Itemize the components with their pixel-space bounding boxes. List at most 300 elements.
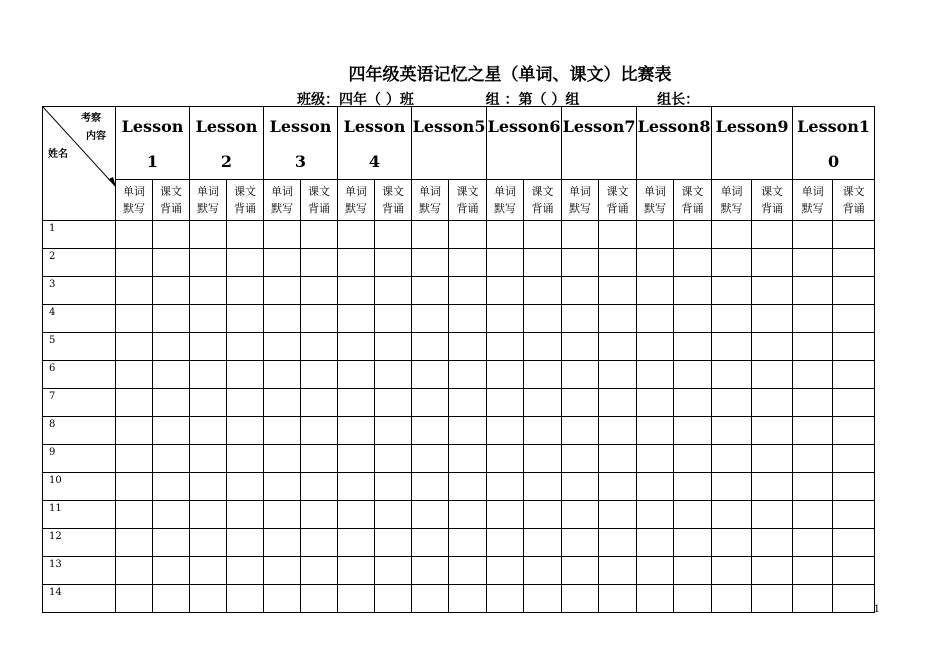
score-cell[interactable] <box>793 277 833 305</box>
score-cell[interactable] <box>637 389 674 417</box>
score-cell[interactable] <box>227 249 264 277</box>
score-cell[interactable] <box>412 333 449 361</box>
score-cell[interactable] <box>599 277 637 305</box>
score-cell[interactable] <box>524 557 562 585</box>
score-cell[interactable] <box>301 445 338 473</box>
score-cell[interactable] <box>637 501 674 529</box>
score-cell[interactable] <box>793 249 833 277</box>
score-cell[interactable] <box>487 305 524 333</box>
score-cell[interactable] <box>375 333 412 361</box>
score-cell[interactable] <box>833 221 875 249</box>
score-cell[interactable] <box>412 501 449 529</box>
score-cell[interactable] <box>674 557 712 585</box>
score-cell[interactable] <box>449 557 487 585</box>
score-cell[interactable] <box>833 529 875 557</box>
score-cell[interactable] <box>449 529 487 557</box>
score-cell[interactable] <box>264 389 301 417</box>
score-cell[interactable] <box>375 389 412 417</box>
score-cell[interactable] <box>487 585 524 613</box>
score-cell[interactable] <box>264 529 301 557</box>
score-cell[interactable] <box>301 501 338 529</box>
score-cell[interactable] <box>599 221 637 249</box>
score-cell[interactable] <box>116 445 153 473</box>
score-cell[interactable] <box>375 529 412 557</box>
score-cell[interactable] <box>412 417 449 445</box>
score-cell[interactable] <box>524 417 562 445</box>
score-cell[interactable] <box>264 221 301 249</box>
score-cell[interactable] <box>524 473 562 501</box>
score-cell[interactable] <box>833 445 875 473</box>
score-cell[interactable] <box>449 305 487 333</box>
score-cell[interactable] <box>793 501 833 529</box>
lesson-header: Lesson5 <box>412 107 487 180</box>
score-cell[interactable] <box>412 473 449 501</box>
score-cell[interactable] <box>637 473 674 501</box>
score-cell[interactable] <box>674 445 712 473</box>
score-cell[interactable] <box>524 529 562 557</box>
score-cell[interactable] <box>264 305 301 333</box>
score-cell[interactable] <box>227 473 264 501</box>
score-cell[interactable] <box>562 389 599 417</box>
score-cell[interactable] <box>153 361 190 389</box>
score-cell[interactable] <box>412 361 449 389</box>
score-cell[interactable] <box>153 417 190 445</box>
score-cell[interactable] <box>599 361 637 389</box>
score-cell[interactable] <box>190 585 227 613</box>
score-cell[interactable] <box>833 333 875 361</box>
score-cell[interactable] <box>562 221 599 249</box>
score-cell[interactable] <box>116 473 153 501</box>
score-cell[interactable] <box>375 557 412 585</box>
score-cell[interactable] <box>227 277 264 305</box>
table-row <box>43 305 875 333</box>
score-cell[interactable] <box>301 585 338 613</box>
score-cell[interactable] <box>833 389 875 417</box>
score-cell[interactable] <box>264 277 301 305</box>
score-cell[interactable] <box>562 585 599 613</box>
score-cell[interactable] <box>227 417 264 445</box>
score-cell[interactable] <box>674 529 712 557</box>
score-cell[interactable] <box>449 445 487 473</box>
score-cell[interactable] <box>338 501 375 529</box>
class-label: 班级：四年（ ）班 <box>297 92 414 108</box>
score-cell[interactable] <box>449 277 487 305</box>
score-cell[interactable] <box>190 445 227 473</box>
score-cell[interactable] <box>599 557 637 585</box>
score-cell[interactable] <box>562 249 599 277</box>
score-cell[interactable] <box>116 333 153 361</box>
score-cell[interactable] <box>153 501 190 529</box>
table-row <box>43 333 875 361</box>
score-cell[interactable] <box>116 305 153 333</box>
score-cell[interactable] <box>637 585 674 613</box>
score-cell[interactable] <box>301 333 338 361</box>
score-cell[interactable] <box>637 333 674 361</box>
score-cell[interactable] <box>752 473 793 501</box>
score-cell[interactable] <box>562 501 599 529</box>
score-cell[interactable] <box>562 305 599 333</box>
score-cell[interactable] <box>227 221 264 249</box>
score-cell[interactable] <box>487 417 524 445</box>
score-cell[interactable] <box>190 221 227 249</box>
score-cell[interactable] <box>674 305 712 333</box>
score-cell[interactable] <box>752 501 793 529</box>
score-cell[interactable] <box>562 277 599 305</box>
score-cell[interactable] <box>412 557 449 585</box>
score-cell[interactable] <box>227 333 264 361</box>
score-cell[interactable] <box>153 277 190 305</box>
score-cell[interactable] <box>116 277 153 305</box>
score-cell[interactable] <box>793 361 833 389</box>
score-cell[interactable] <box>674 389 712 417</box>
score-cell[interactable] <box>599 417 637 445</box>
score-cell[interactable] <box>227 389 264 417</box>
score-cell[interactable] <box>793 557 833 585</box>
score-cell[interactable] <box>116 361 153 389</box>
score-cell[interactable] <box>375 473 412 501</box>
score-cell[interactable] <box>712 473 752 501</box>
score-cell[interactable] <box>116 557 153 585</box>
score-cell[interactable] <box>752 361 793 389</box>
score-table <box>42 106 875 613</box>
score-cell[interactable] <box>487 361 524 389</box>
score-cell[interactable] <box>793 417 833 445</box>
score-cell[interactable] <box>338 361 375 389</box>
score-cell[interactable] <box>752 249 793 277</box>
score-cell[interactable] <box>487 473 524 501</box>
score-cell[interactable] <box>264 417 301 445</box>
score-cell[interactable] <box>524 445 562 473</box>
score-cell[interactable] <box>116 221 153 249</box>
score-cell[interactable] <box>487 529 524 557</box>
score-cell[interactable] <box>301 221 338 249</box>
score-cell[interactable] <box>524 501 562 529</box>
score-cell[interactable] <box>338 473 375 501</box>
score-cell[interactable] <box>599 501 637 529</box>
score-cell[interactable] <box>562 557 599 585</box>
score-cell[interactable] <box>116 585 153 613</box>
score-cell[interactable] <box>227 529 264 557</box>
score-cell[interactable] <box>301 389 338 417</box>
score-cell[interactable] <box>153 333 190 361</box>
score-cell[interactable] <box>674 473 712 501</box>
score-cell[interactable] <box>412 445 449 473</box>
score-cell[interactable] <box>412 249 449 277</box>
subheader-word-dictation: 单词 默写 <box>562 180 599 221</box>
score-cell[interactable] <box>562 333 599 361</box>
score-cell[interactable] <box>264 333 301 361</box>
score-cell[interactable] <box>712 305 752 333</box>
row-number: 12 <box>43 529 116 557</box>
score-cell[interactable] <box>793 333 833 361</box>
score-cell[interactable] <box>674 249 712 277</box>
score-cell[interactable] <box>487 501 524 529</box>
corner-top-label: 考察 <box>81 113 101 124</box>
score-cell[interactable] <box>674 361 712 389</box>
score-cell[interactable] <box>752 585 793 613</box>
score-cell[interactable] <box>637 417 674 445</box>
lesson-header: Lesson6 <box>487 107 562 180</box>
score-cell[interactable] <box>524 277 562 305</box>
score-cell[interactable] <box>793 585 833 613</box>
score-cell[interactable] <box>674 501 712 529</box>
score-cell[interactable] <box>599 389 637 417</box>
score-cell[interactable] <box>375 361 412 389</box>
score-cell[interactable] <box>599 529 637 557</box>
score-cell[interactable] <box>264 585 301 613</box>
score-cell[interactable] <box>712 249 752 277</box>
page-title: 四年级英语记忆之星（单词、课文）比赛表 <box>348 65 672 85</box>
score-cell[interactable] <box>487 557 524 585</box>
score-cell[interactable] <box>712 445 752 473</box>
score-cell[interactable] <box>412 305 449 333</box>
score-cell[interactable] <box>599 249 637 277</box>
score-cell[interactable] <box>264 557 301 585</box>
score-cell[interactable] <box>562 361 599 389</box>
score-cell[interactable] <box>375 305 412 333</box>
score-cell[interactable] <box>412 389 449 417</box>
score-cell[interactable] <box>524 305 562 333</box>
score-cell[interactable] <box>562 445 599 473</box>
score-cell[interactable] <box>449 585 487 613</box>
score-cell[interactable] <box>190 417 227 445</box>
score-cell[interactable] <box>338 417 375 445</box>
score-cell[interactable] <box>637 445 674 473</box>
score-cell[interactable] <box>190 277 227 305</box>
score-cell[interactable] <box>752 277 793 305</box>
score-cell[interactable] <box>301 305 338 333</box>
score-cell[interactable] <box>752 557 793 585</box>
score-cell[interactable] <box>301 417 338 445</box>
score-cell[interactable] <box>227 361 264 389</box>
score-cell[interactable] <box>338 445 375 473</box>
score-cell[interactable] <box>674 417 712 445</box>
score-cell[interactable] <box>599 333 637 361</box>
score-cell[interactable] <box>338 389 375 417</box>
score-cell[interactable] <box>599 305 637 333</box>
score-cell[interactable] <box>375 501 412 529</box>
score-cell[interactable] <box>449 501 487 529</box>
score-cell[interactable] <box>375 249 412 277</box>
score-cell[interactable] <box>338 333 375 361</box>
score-cell[interactable] <box>712 557 752 585</box>
table-row <box>43 585 875 613</box>
score-cell[interactable] <box>562 473 599 501</box>
score-cell[interactable] <box>833 473 875 501</box>
score-cell[interactable] <box>793 389 833 417</box>
score-cell[interactable] <box>375 585 412 613</box>
score-cell[interactable] <box>338 305 375 333</box>
score-cell[interactable] <box>449 361 487 389</box>
score-cell[interactable] <box>752 221 793 249</box>
score-cell[interactable] <box>227 445 264 473</box>
score-cell[interactable] <box>301 361 338 389</box>
score-cell[interactable] <box>793 445 833 473</box>
score-cell[interactable] <box>524 221 562 249</box>
score-cell[interactable] <box>153 473 190 501</box>
score-cell[interactable] <box>712 333 752 361</box>
score-cell[interactable] <box>562 417 599 445</box>
score-cell[interactable] <box>264 249 301 277</box>
score-cell[interactable] <box>412 529 449 557</box>
score-cell[interactable] <box>264 361 301 389</box>
lesson-header-row <box>43 107 875 180</box>
score-cell[interactable] <box>227 557 264 585</box>
score-cell[interactable] <box>599 445 637 473</box>
score-cell[interactable] <box>301 529 338 557</box>
score-cell[interactable] <box>674 333 712 361</box>
score-cell[interactable] <box>190 361 227 389</box>
score-cell[interactable] <box>524 361 562 389</box>
score-cell[interactable] <box>752 333 793 361</box>
score-cell[interactable] <box>338 557 375 585</box>
subheader-word-dictation: 单词 默写 <box>264 180 301 221</box>
score-cell[interactable] <box>524 389 562 417</box>
score-cell[interactable] <box>227 305 264 333</box>
table-row <box>43 473 875 501</box>
lesson-header: Lesson7 <box>562 107 637 180</box>
score-cell[interactable] <box>674 221 712 249</box>
score-cell[interactable] <box>712 417 752 445</box>
subheader-text-recitation: 课文 背诵 <box>833 180 875 221</box>
score-cell[interactable] <box>449 473 487 501</box>
score-cell[interactable] <box>153 389 190 417</box>
score-cell[interactable] <box>190 333 227 361</box>
score-cell[interactable] <box>338 585 375 613</box>
score-cell[interactable] <box>375 221 412 249</box>
score-cell[interactable] <box>637 249 674 277</box>
score-cell[interactable] <box>524 585 562 613</box>
score-cell[interactable] <box>793 221 833 249</box>
score-cell[interactable] <box>116 389 153 417</box>
score-cell[interactable] <box>752 305 793 333</box>
score-cell[interactable] <box>712 277 752 305</box>
score-cell[interactable] <box>153 445 190 473</box>
score-cell[interactable] <box>752 529 793 557</box>
score-cell[interactable] <box>599 585 637 613</box>
score-cell[interactable] <box>637 557 674 585</box>
score-cell[interactable] <box>375 417 412 445</box>
score-cell[interactable] <box>712 389 752 417</box>
score-cell[interactable] <box>793 529 833 557</box>
score-cell[interactable] <box>190 389 227 417</box>
score-cell[interactable] <box>833 501 875 529</box>
score-cell[interactable] <box>264 501 301 529</box>
score-cell[interactable] <box>524 249 562 277</box>
score-cell[interactable] <box>153 557 190 585</box>
score-cell[interactable] <box>674 585 712 613</box>
score-cell[interactable] <box>674 277 712 305</box>
score-cell[interactable] <box>301 473 338 501</box>
score-cell[interactable] <box>793 305 833 333</box>
score-cell[interactable] <box>487 221 524 249</box>
score-cell[interactable] <box>116 501 153 529</box>
score-cell[interactable] <box>449 249 487 277</box>
score-cell[interactable] <box>227 501 264 529</box>
score-cell[interactable] <box>833 585 875 613</box>
score-cell[interactable] <box>833 417 875 445</box>
score-cell[interactable] <box>301 557 338 585</box>
score-cell[interactable] <box>833 277 875 305</box>
score-cell[interactable] <box>338 221 375 249</box>
score-cell[interactable] <box>712 361 752 389</box>
score-cell[interactable] <box>487 333 524 361</box>
score-cell[interactable] <box>637 221 674 249</box>
score-cell[interactable] <box>375 445 412 473</box>
score-cell[interactable] <box>116 529 153 557</box>
score-cell[interactable] <box>487 249 524 277</box>
score-cell[interactable] <box>190 529 227 557</box>
score-cell[interactable] <box>712 221 752 249</box>
score-cell[interactable] <box>338 529 375 557</box>
score-cell[interactable] <box>190 305 227 333</box>
score-cell[interactable] <box>190 473 227 501</box>
score-cell[interactable] <box>153 305 190 333</box>
score-cell[interactable] <box>752 417 793 445</box>
score-cell[interactable] <box>449 333 487 361</box>
score-cell[interactable] <box>153 221 190 249</box>
score-cell[interactable] <box>116 249 153 277</box>
score-cell[interactable] <box>264 473 301 501</box>
score-cell[interactable] <box>487 389 524 417</box>
score-cell[interactable] <box>338 277 375 305</box>
score-cell[interactable] <box>637 277 674 305</box>
score-cell[interactable] <box>301 249 338 277</box>
score-cell[interactable] <box>487 445 524 473</box>
score-cell[interactable] <box>712 585 752 613</box>
row-number: 3 <box>43 277 116 305</box>
score-cell[interactable] <box>190 501 227 529</box>
score-cell[interactable] <box>449 417 487 445</box>
score-cell[interactable] <box>412 277 449 305</box>
score-cell[interactable] <box>752 445 793 473</box>
score-cell[interactable] <box>524 333 562 361</box>
score-cell[interactable] <box>301 277 338 305</box>
score-cell[interactable] <box>449 221 487 249</box>
score-cell[interactable] <box>599 473 637 501</box>
score-cell[interactable] <box>562 529 599 557</box>
score-cell[interactable] <box>637 361 674 389</box>
score-cell[interactable] <box>793 473 833 501</box>
score-cell[interactable] <box>116 417 153 445</box>
score-cell[interactable] <box>264 445 301 473</box>
score-cell[interactable] <box>487 277 524 305</box>
score-cell[interactable] <box>190 557 227 585</box>
score-cell[interactable] <box>712 529 752 557</box>
score-cell[interactable] <box>153 529 190 557</box>
score-cell[interactable] <box>833 249 875 277</box>
score-cell[interactable] <box>412 585 449 613</box>
score-cell[interactable] <box>227 585 264 613</box>
score-cell[interactable] <box>338 249 375 277</box>
score-cell[interactable] <box>153 585 190 613</box>
score-cell[interactable] <box>412 221 449 249</box>
score-cell[interactable] <box>153 249 190 277</box>
corner-middle-label: 内容 <box>86 131 106 142</box>
score-cell[interactable] <box>375 277 412 305</box>
score-cell[interactable] <box>833 557 875 585</box>
score-cell[interactable] <box>712 501 752 529</box>
score-cell[interactable] <box>637 529 674 557</box>
score-cell[interactable] <box>449 389 487 417</box>
table-row <box>43 277 875 305</box>
score-cell[interactable] <box>637 305 674 333</box>
score-cell[interactable] <box>833 361 875 389</box>
corner-cell <box>43 107 116 221</box>
score-cell[interactable] <box>190 249 227 277</box>
score-cell[interactable] <box>752 389 793 417</box>
score-cell[interactable] <box>833 305 875 333</box>
